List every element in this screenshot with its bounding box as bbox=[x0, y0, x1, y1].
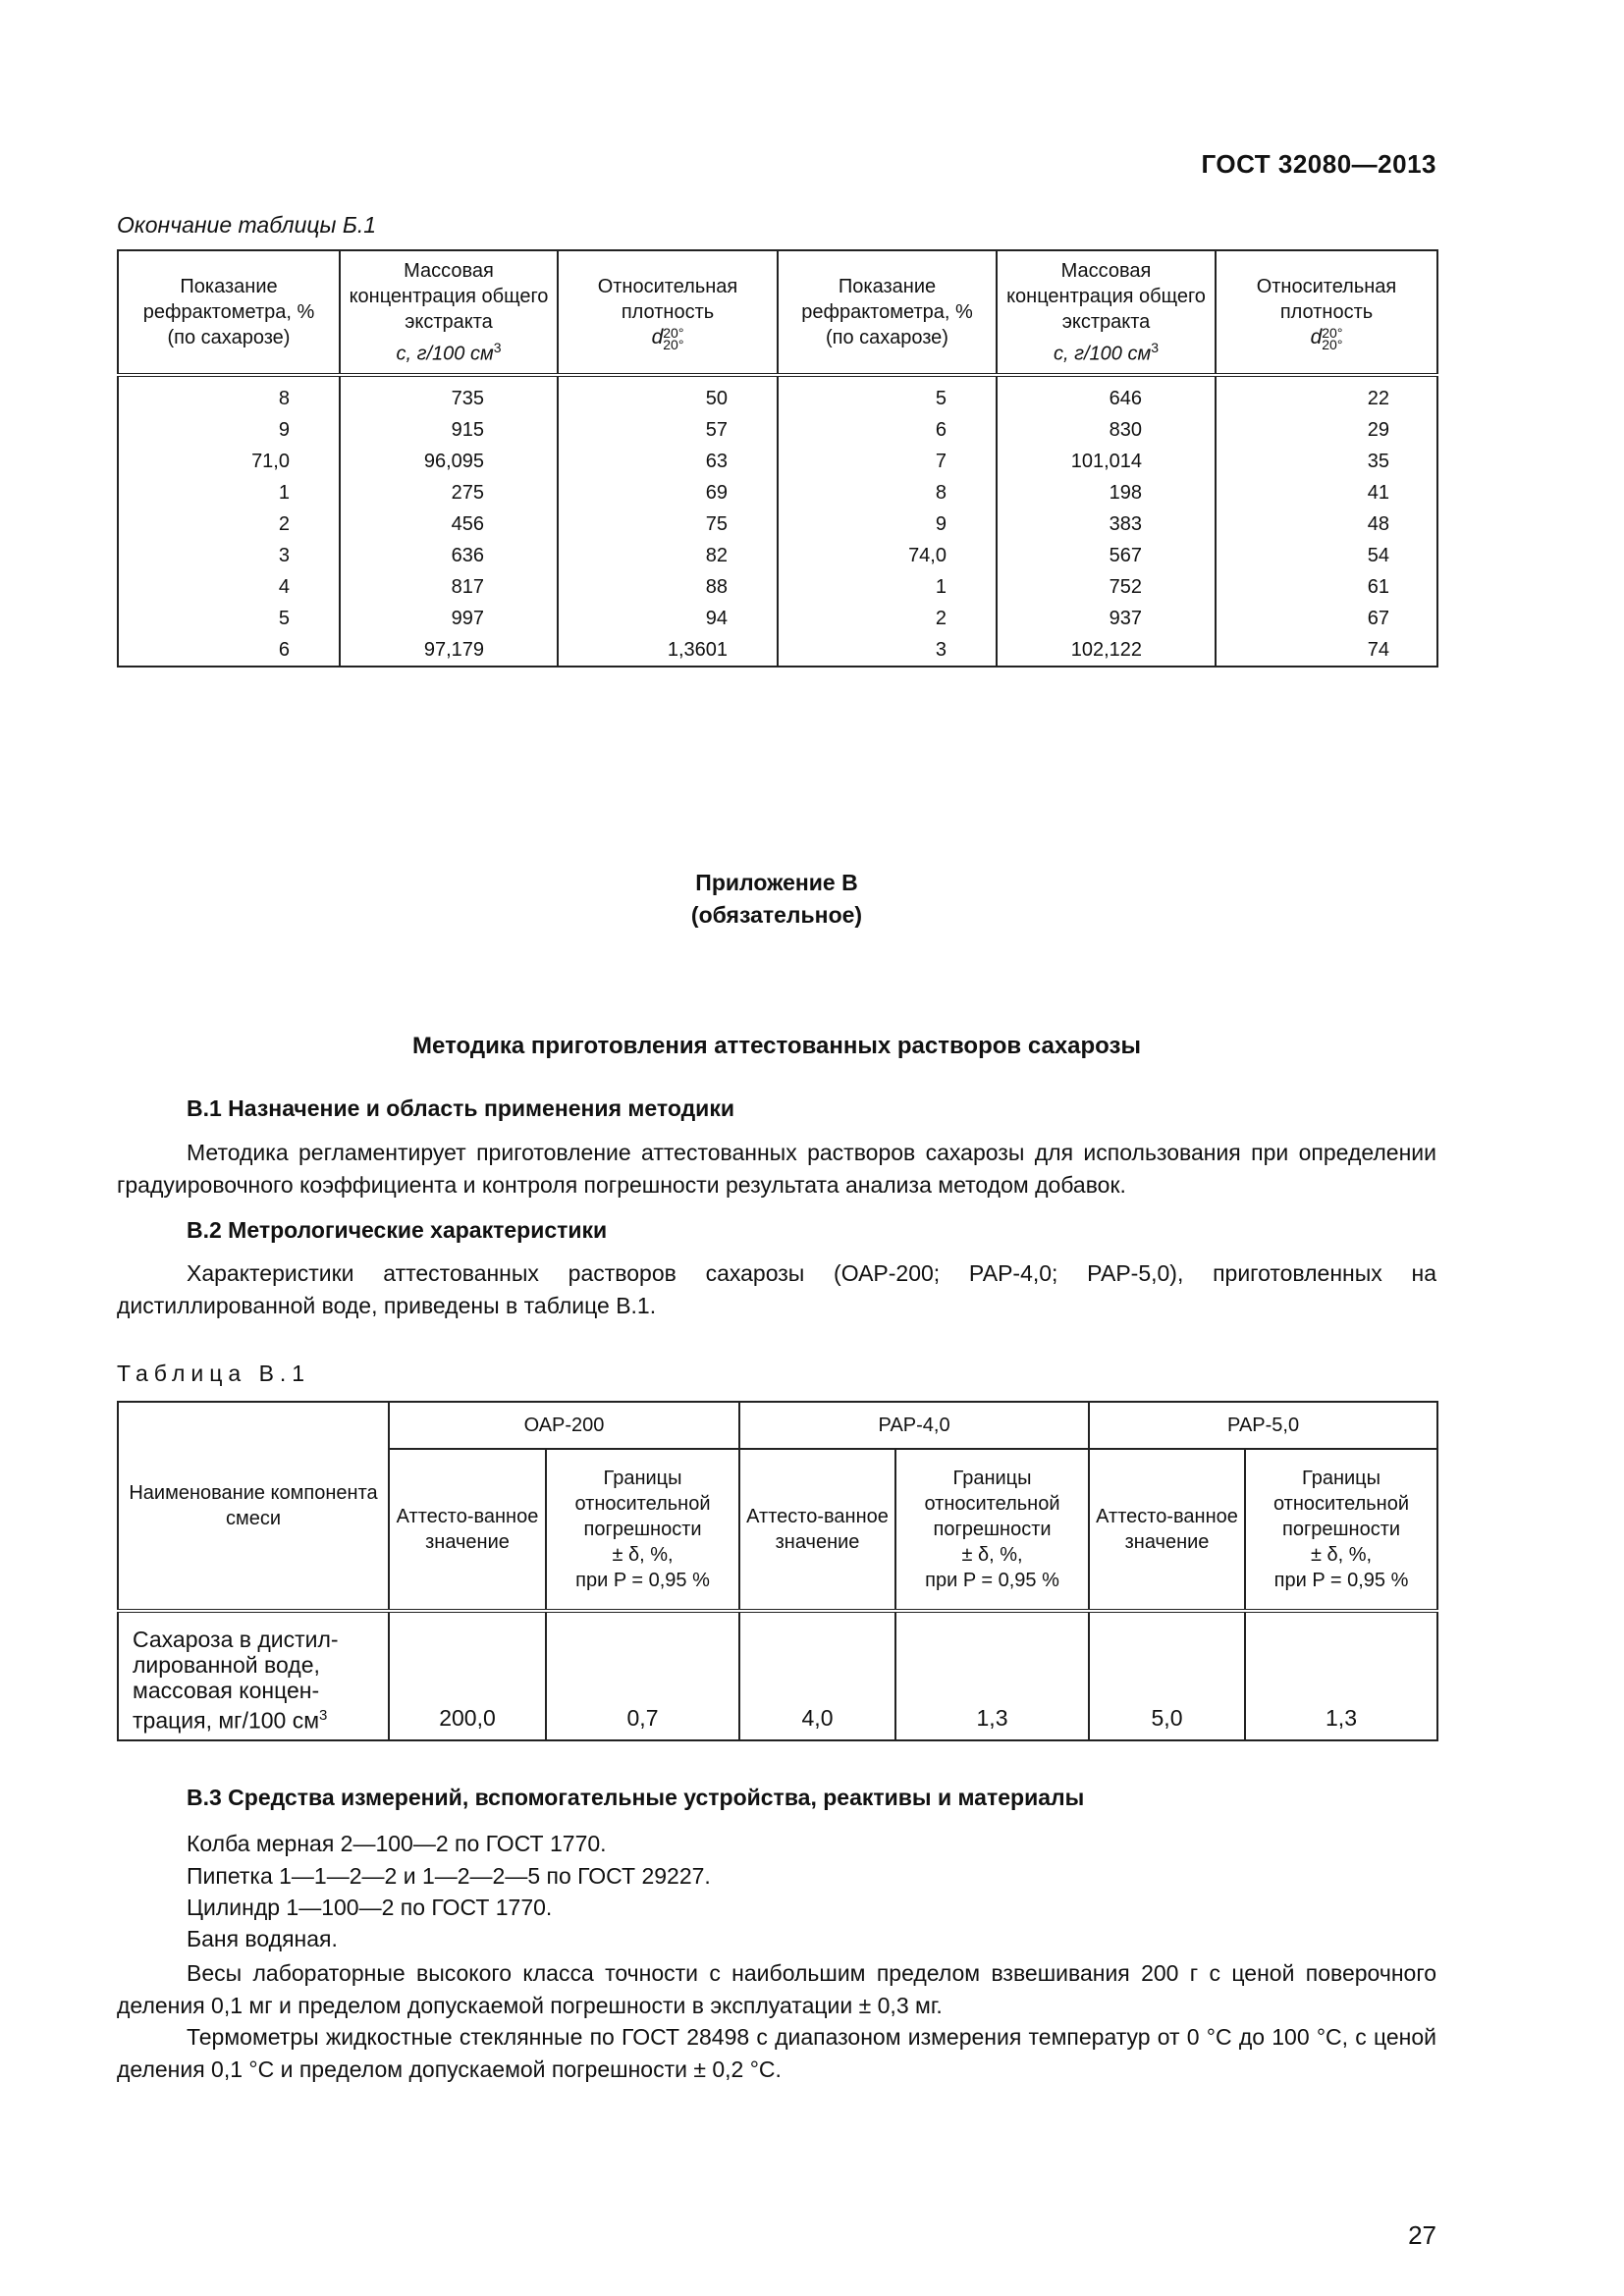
table-cell: 817 bbox=[340, 571, 558, 603]
table-cell: 94 bbox=[558, 603, 778, 634]
table-cell: 9 bbox=[778, 508, 997, 540]
table-row bbox=[118, 571, 1437, 603]
equipment-item: Колба мерная 2—100—2 по ГОСТ 1770. bbox=[187, 1831, 607, 1856]
table-row bbox=[118, 477, 1437, 508]
table-cell: 997 bbox=[340, 603, 558, 634]
table-row bbox=[118, 540, 1437, 571]
table-cell: 735 bbox=[340, 375, 558, 414]
table-cell: 1 bbox=[118, 477, 340, 508]
table-v1 bbox=[117, 1401, 1438, 1741]
table-cell: 830 bbox=[997, 414, 1216, 446]
component-name: Сахароза в дистил-лированной воде, массовая концен-трация, мг/100 $см^3$ bbox=[118, 1611, 389, 1740]
value-cell: 4,0 bbox=[739, 1611, 895, 1740]
table-cell: 5 bbox=[118, 603, 340, 634]
header-density: Относительная плотность d20° 20° bbox=[1216, 250, 1437, 375]
appendix-title: Приложение В bbox=[695, 870, 858, 895]
appendix-heading bbox=[0, 867, 1553, 932]
table-cell: 69 bbox=[558, 477, 778, 508]
value-cell: 200,0 bbox=[389, 1611, 546, 1740]
equipment-item: Цилиндр 1—100—2 по ГОСТ 1770. bbox=[187, 1895, 553, 1920]
table-b1-header-row bbox=[118, 250, 1437, 375]
table-row bbox=[118, 634, 1437, 667]
header-refractometer: Показание рефрактометра, % (по сахарозе) bbox=[118, 250, 340, 375]
table-v1-caption: Таблица В.1 bbox=[117, 1361, 311, 1386]
table-cell: 275 bbox=[340, 477, 558, 508]
section-v1-heading: В.1 Назначение и область применения методики bbox=[187, 1095, 734, 1121]
table-cell: 75 bbox=[558, 508, 778, 540]
table-row bbox=[118, 508, 1437, 540]
section-v3-heading: В.3 Средства измерений, вспомогательные устройства, реактивы и материалы bbox=[187, 1785, 1085, 1810]
table-cell: 48 bbox=[1216, 508, 1437, 540]
equipment-thermometers: Термометры жидкостные стеклянные по ГОСТ 28498 с диапазоном измерения температур от 0 °С до 100 °С, с ценой деления 0,1 °С и пределом допускаемой погрешности ± 0,2 °С. bbox=[117, 2024, 1436, 2082]
section-v2-text: Характеристики аттестованных растворов сахарозы (ОАР-200; РАР-4,0; РАР-5,0), приготовленных на дистиллированной воде, приведены в таблице В.1. bbox=[117, 1260, 1436, 1318]
header-group-rar40: РАР-4,0 bbox=[739, 1402, 1089, 1449]
table-cell: 6 bbox=[118, 634, 340, 667]
value-cell: 1,3 bbox=[1245, 1611, 1437, 1740]
table-cell: 2 bbox=[778, 603, 997, 634]
table-cell: 915 bbox=[340, 414, 558, 446]
equipment-scales: Весы лабораторные высокого класса точности с наибольшим пределом взвешивания 200 г с ценой поверочного деления 0,1 мг и пределом допускаемой погрешности в эксплуатации ± 0,3 мг. bbox=[117, 1960, 1436, 2018]
table-v1-data-row bbox=[118, 1611, 1437, 1740]
header-refractometer: Показание рефрактометра, % (по сахарозе) bbox=[778, 250, 997, 375]
table-cell: 5 bbox=[778, 375, 997, 414]
header-component: Наименование компонента смеси bbox=[118, 1402, 389, 1611]
header-group-rar50: РАР-5,0 bbox=[1089, 1402, 1437, 1449]
table-cell: 3 bbox=[778, 634, 997, 667]
table-cell: 97,179 bbox=[340, 634, 558, 667]
header-error-bounds: Границы относительной погрешности ± δ, %, при P = 0,95 % bbox=[546, 1449, 739, 1611]
table-cell: 63 bbox=[558, 446, 778, 477]
header-group-oar200: ОАР-200 bbox=[389, 1402, 739, 1449]
table-row bbox=[118, 375, 1437, 414]
table-cell: 8 bbox=[778, 477, 997, 508]
table-cell: 57 bbox=[558, 414, 778, 446]
header-error-bounds: Границы относительной погрешности ± δ, %, при P = 0,95 % bbox=[1245, 1449, 1437, 1611]
section-v2-heading: В.2 Метрологические характеристики bbox=[187, 1217, 608, 1243]
table-cell: 7 bbox=[778, 446, 997, 477]
table-cell: 88 bbox=[558, 571, 778, 603]
table-cell: 3 bbox=[118, 540, 340, 571]
header-density: Относительная плотность d20° 20° bbox=[558, 250, 778, 375]
table-row bbox=[118, 603, 1437, 634]
header-mass-concentration: Массовая концентрация общего экстракта с, г/100 $см^3$ bbox=[997, 250, 1216, 375]
table-cell: 9 bbox=[118, 414, 340, 446]
table-cell: 8 bbox=[118, 375, 340, 414]
table-cell: 54 bbox=[1216, 540, 1437, 571]
equipment-item: Баня водяная. bbox=[187, 1926, 338, 1951]
table-cell: 74,0 bbox=[778, 540, 997, 571]
header-mass-concentration: Массовая концентрация общего экстракта с, г/100 $см^3$ bbox=[340, 250, 558, 375]
table-cell: 383 bbox=[997, 508, 1216, 540]
table-cell: 646 bbox=[997, 375, 1216, 414]
table-cell: 67 bbox=[1216, 603, 1437, 634]
table-cell: 61 bbox=[1216, 571, 1437, 603]
table-cell: 2 bbox=[118, 508, 340, 540]
table-cell: 567 bbox=[997, 540, 1216, 571]
section-v1-text: Методика регламентирует приготовление аттестованных растворов сахарозы для использования при определении градуировочного коэффициента и контроля погрешности результата анализа методом добавок. bbox=[117, 1140, 1436, 1198]
table-cell: 937 bbox=[997, 603, 1216, 634]
table-cell: 752 bbox=[997, 571, 1216, 603]
table-cell: 35 bbox=[1216, 446, 1437, 477]
value-cell: 0,7 bbox=[546, 1611, 739, 1740]
header-certified-value: Аттесто-ванное значение bbox=[739, 1449, 895, 1611]
table-cell: 41 bbox=[1216, 477, 1437, 508]
table-row bbox=[118, 446, 1437, 477]
page-number: 27 bbox=[1408, 2220, 1436, 2250]
table-b1-caption: Окончание таблицы Б.1 bbox=[117, 212, 377, 238]
table-cell: 82 bbox=[558, 540, 778, 571]
appendix-status: (обязательное) bbox=[690, 902, 863, 928]
table-cell: 50 bbox=[558, 375, 778, 414]
document-code: ГОСТ 32080—2013 bbox=[1201, 149, 1436, 179]
equipment-item: Пипетка 1—1—2—2 и 1—2—2—5 по ГОСТ 29227. bbox=[187, 1863, 711, 1889]
table-cell: 29 bbox=[1216, 414, 1437, 446]
table-cell: 74 bbox=[1216, 634, 1437, 667]
table-cell: 96,095 bbox=[340, 446, 558, 477]
table-cell: 101,014 bbox=[997, 446, 1216, 477]
table-cell: 6 bbox=[778, 414, 997, 446]
table-b1 bbox=[117, 249, 1438, 667]
table-v1-group-row bbox=[118, 1402, 1437, 1449]
header-certified-value: Аттесто-ванное значение bbox=[389, 1449, 546, 1611]
table-cell: 456 bbox=[340, 508, 558, 540]
header-certified-value: Аттесто-ванное значение bbox=[1089, 1449, 1245, 1611]
table-cell: 102,122 bbox=[997, 634, 1216, 667]
table-row bbox=[118, 414, 1437, 446]
value-cell: 5,0 bbox=[1089, 1611, 1245, 1740]
table-cell: 4 bbox=[118, 571, 340, 603]
table-cell: 1 bbox=[778, 571, 997, 603]
value-cell: 1,3 bbox=[895, 1611, 1089, 1740]
method-title: Методика приготовления аттестованных растворов сахарозы bbox=[412, 1033, 1141, 1059]
header-error-bounds: Границы относительной погрешности ± δ, %, при P = 0,95 % bbox=[895, 1449, 1089, 1611]
table-cell: 636 bbox=[340, 540, 558, 571]
table-cell: 22 bbox=[1216, 375, 1437, 414]
table-cell: 198 bbox=[997, 477, 1216, 508]
table-cell: 71,0 bbox=[118, 446, 340, 477]
table-cell: 1,3601 bbox=[558, 634, 778, 667]
